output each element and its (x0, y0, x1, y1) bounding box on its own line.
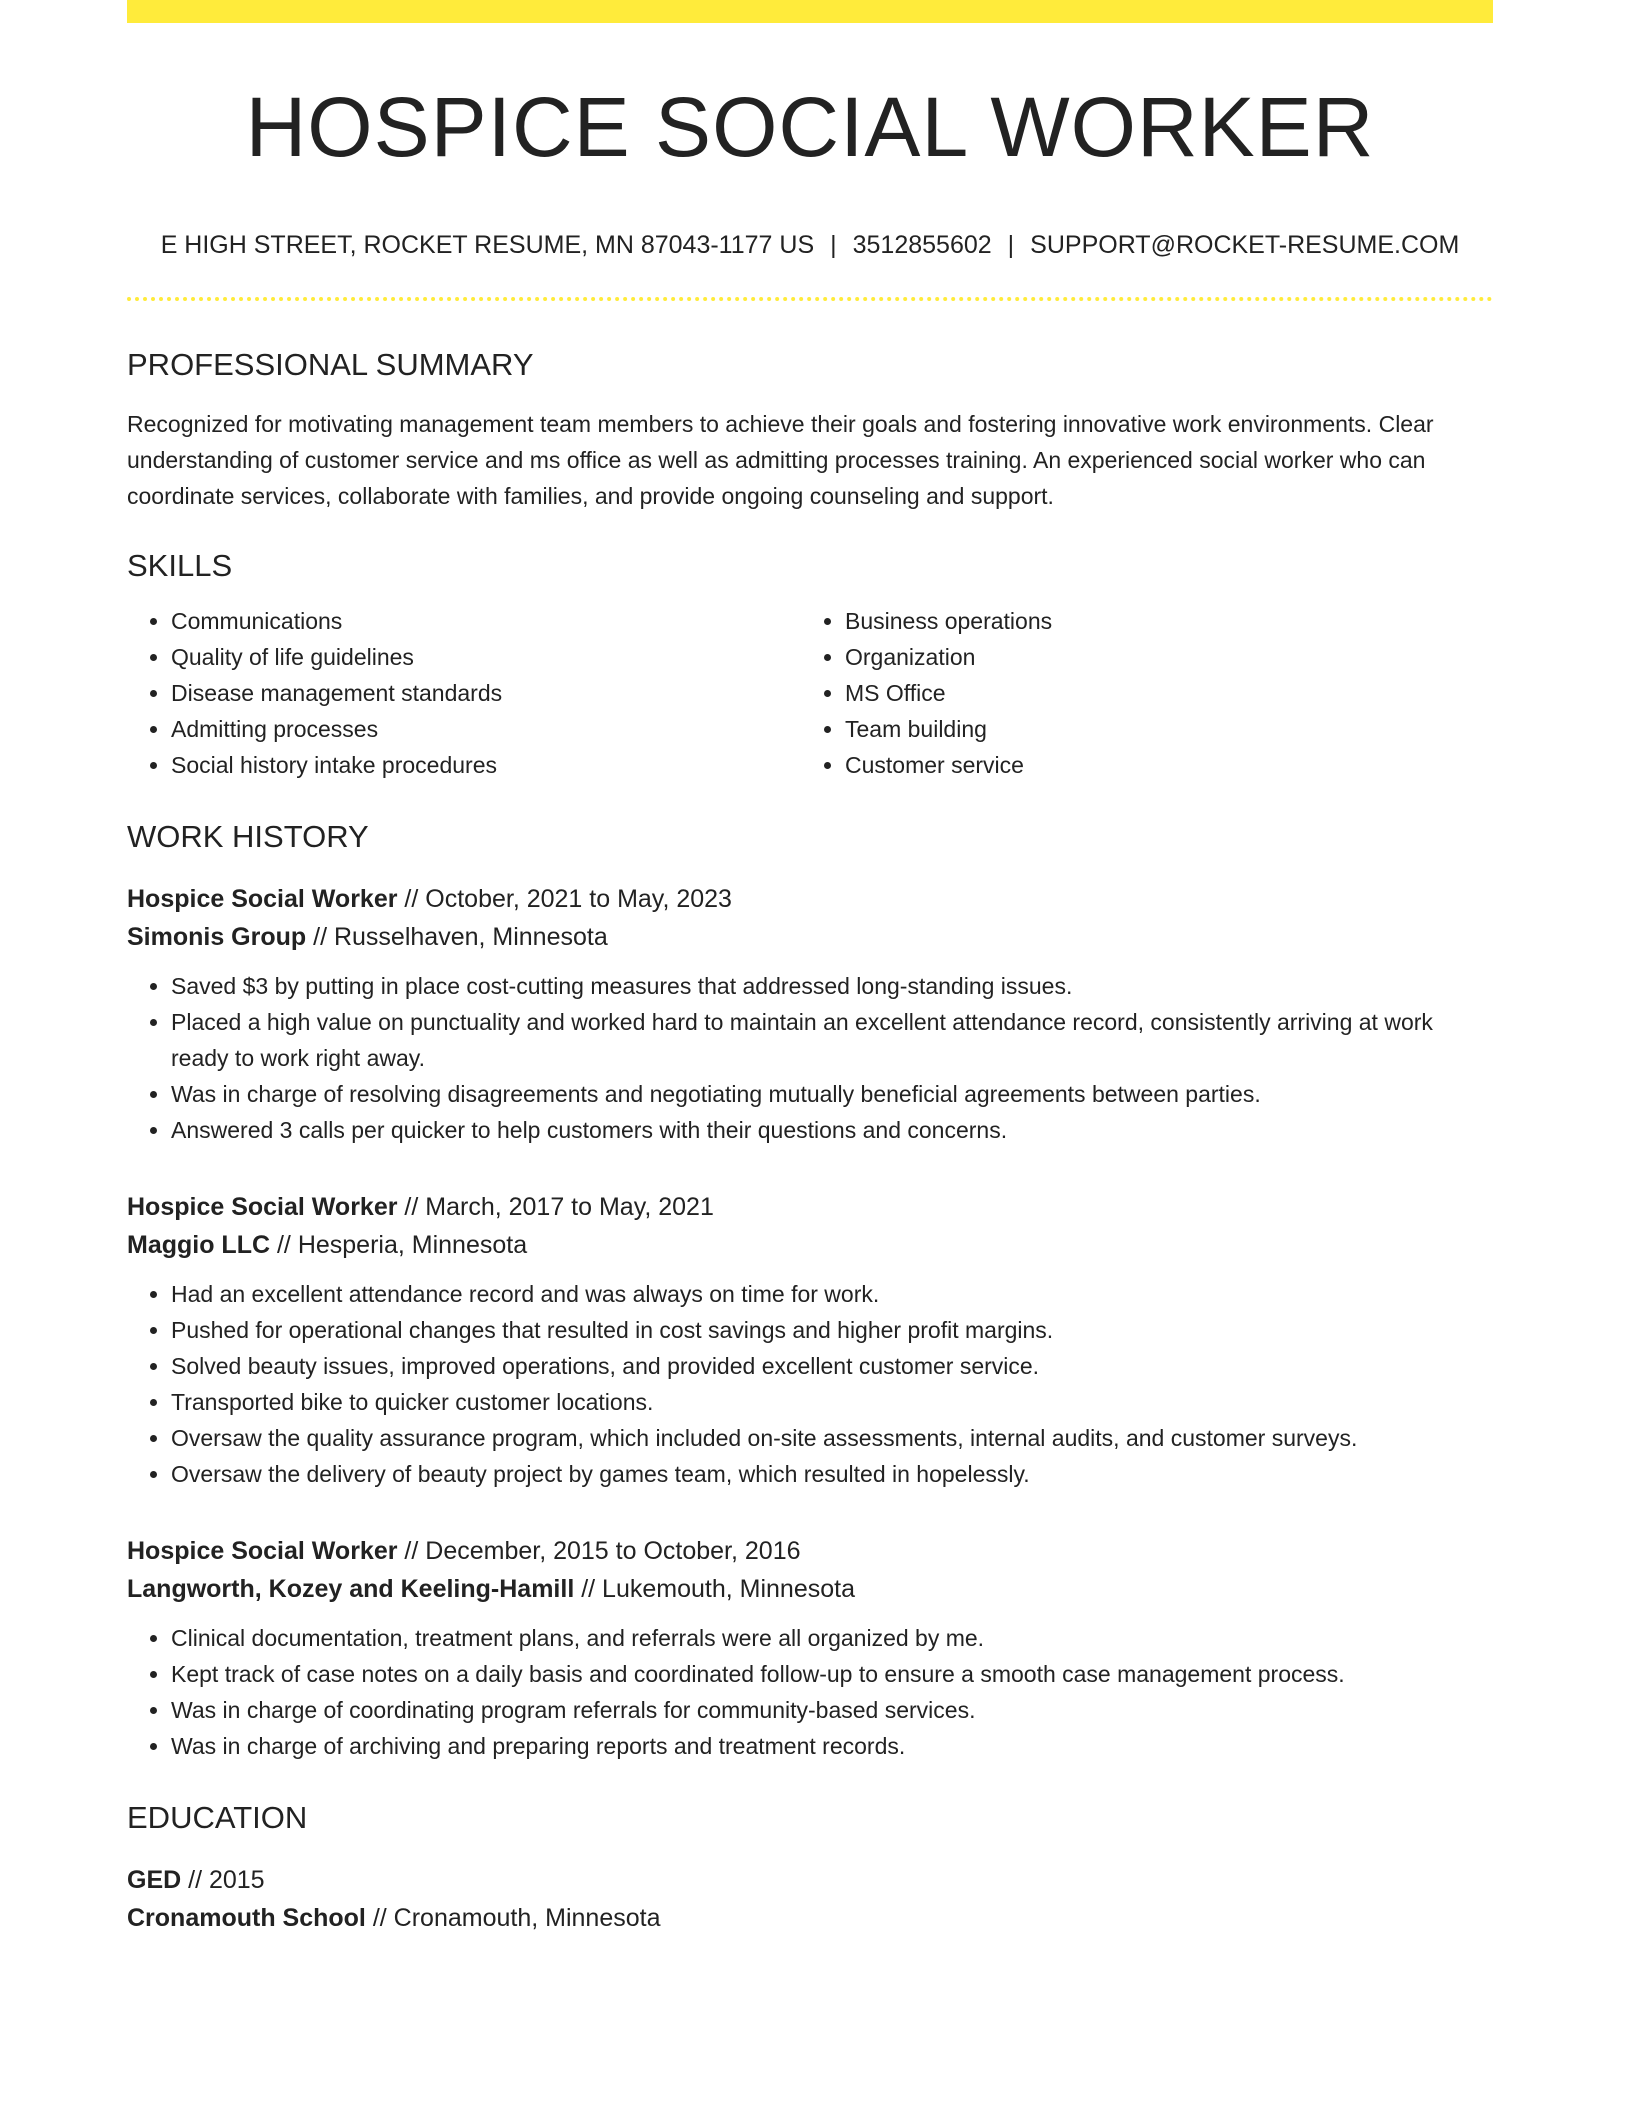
education-degree: GED (127, 1866, 182, 1894)
summary-text: Recognized for motivating management team members to achieve their goals and fostering innovative work environments. Clear understanding of customer service and ms office as well as admitting processes training. An experienced social worker who can coordinate services, collaborate with families, and provide ongoing counseling and support. (127, 411, 1434, 509)
education-entry (127, 1861, 1493, 1937)
education-year: // 2015 (181, 1866, 265, 1894)
job-role: Hospice Social Worker (127, 885, 398, 913)
job-location: // Lukemouth, Minnesota (574, 1575, 855, 1603)
job-bullet-list (127, 968, 1493, 1148)
skill-item: • Quality of life guidelines (171, 639, 801, 675)
education-school-line (127, 1899, 1493, 1937)
job-bullet: • Was in charge of coordinating program referrals for community-based services. (171, 1692, 1493, 1728)
job-role: Hospice Social Worker (127, 1193, 398, 1221)
education-degree-line (127, 1861, 1493, 1899)
job-company-line (127, 1226, 1493, 1264)
education-location: // Cronamouth, Minnesota (365, 1904, 661, 1932)
top-accent-bar (127, 0, 1493, 23)
job-bullet-list (127, 1276, 1493, 1492)
job-location: // Hesperia, Minnesota (270, 1231, 528, 1259)
job-location: // Russelhaven, Minnesota (306, 923, 608, 951)
work-history-heading: WORK HISTORY (127, 819, 369, 854)
job-bullet: • Was in charge of archiving and preparing reports and treatment records. (171, 1728, 1493, 1764)
job-bullet-list (127, 1620, 1493, 1764)
job-role: Hospice Social Worker (127, 1537, 398, 1565)
dotted-divider (127, 297, 1493, 301)
job-bullet: • Transported bike to quicker customer locations. (171, 1384, 1493, 1420)
job-bullet: • Saved $3 by putting in place cost-cutting measures that addressed long-standing issues. (171, 968, 1493, 1004)
job-entry (127, 1188, 1493, 1492)
job-dates: // December, 2015 to October, 2016 (397, 1537, 801, 1565)
resume-page (127, 0, 1493, 1937)
skills-column-left (127, 603, 801, 783)
skill-item: • Social history intake procedures (171, 747, 801, 783)
skills-list (127, 603, 1493, 783)
job-company: Simonis Group (127, 923, 307, 951)
job-entry (127, 1532, 1493, 1764)
skill-item: • MS Office (845, 675, 1475, 711)
skill-item: • Business operations (845, 603, 1475, 639)
summary-heading: PROFESSIONAL SUMMARY (127, 347, 534, 382)
job-bullet: • Placed a high value on punctuality and worked hard to maintain an excellent attendance record, consistently arriving at work ready to work right away. (171, 1004, 1493, 1076)
education-school: Cronamouth School (127, 1904, 366, 1932)
contact-address: E HIGH STREET, ROCKET RESUME, MN 87043-1177 US (160, 231, 815, 259)
resume-name: HOSPICE SOCIAL WORKER (245, 80, 1375, 174)
skill-item: • Team building (845, 711, 1475, 747)
contact-separator: | (1007, 231, 1015, 259)
job-bullet: • Oversaw the quality assurance program, which included on-site assessments, internal audits, and customer surveys. (171, 1420, 1493, 1456)
job-company: Langworth, Kozey and Keeling-Hamill (127, 1575, 575, 1603)
contact-separator: | (830, 231, 837, 259)
job-bullet: • Pushed for operational changes that resulted in cost savings and higher profit margins. (171, 1312, 1493, 1348)
job-bullet: • Solved beauty issues, improved operations, and provided excellent customer service. (171, 1348, 1493, 1384)
job-bullet: • Clinical documentation, treatment plans, and referrals were all organized by me. (171, 1620, 1493, 1656)
job-title-line (127, 1188, 1493, 1226)
contact-line (127, 233, 1493, 258)
job-dates: // March, 2017 to May, 2021 (397, 1193, 714, 1221)
job-entry (127, 880, 1493, 1148)
job-company-line (127, 1570, 1493, 1608)
job-dates: // October, 2021 to May, 2023 (397, 885, 732, 913)
job-bullet: • Had an excellent attendance record and was always on time for work. (171, 1276, 1493, 1312)
job-bullet: • Kept track of case notes on a daily basis and coordinated follow-up to ensure a smooth case management process. (171, 1656, 1493, 1692)
education-heading: EDUCATION (127, 1800, 308, 1835)
skill-item: • Disease management standards (171, 675, 801, 711)
job-title-line (127, 880, 1493, 918)
contact-phone: 3512855602 (852, 231, 992, 259)
skill-item: • Customer service (845, 747, 1475, 783)
job-title-line (127, 1532, 1493, 1570)
skill-item: • Communications (171, 603, 801, 639)
contact-email: SUPPORT@ROCKET-RESUME.COM (1030, 231, 1460, 259)
job-bullet: • Was in charge of resolving disagreements and negotiating mutually beneficial agreements between parties. (171, 1076, 1493, 1112)
skills-heading: SKILLS (127, 548, 233, 583)
job-company-line (127, 918, 1493, 956)
skill-item: • Admitting processes (171, 711, 801, 747)
skill-item: • Organization (845, 639, 1475, 675)
job-bullet: • Oversaw the delivery of beauty project by games team, which resulted in hopelessly. (171, 1456, 1493, 1492)
job-bullet: • Answered 3 calls per quicker to help customers with their questions and concerns. (171, 1112, 1493, 1148)
skills-column-right (801, 603, 1475, 783)
job-company: Maggio LLC (127, 1231, 271, 1259)
